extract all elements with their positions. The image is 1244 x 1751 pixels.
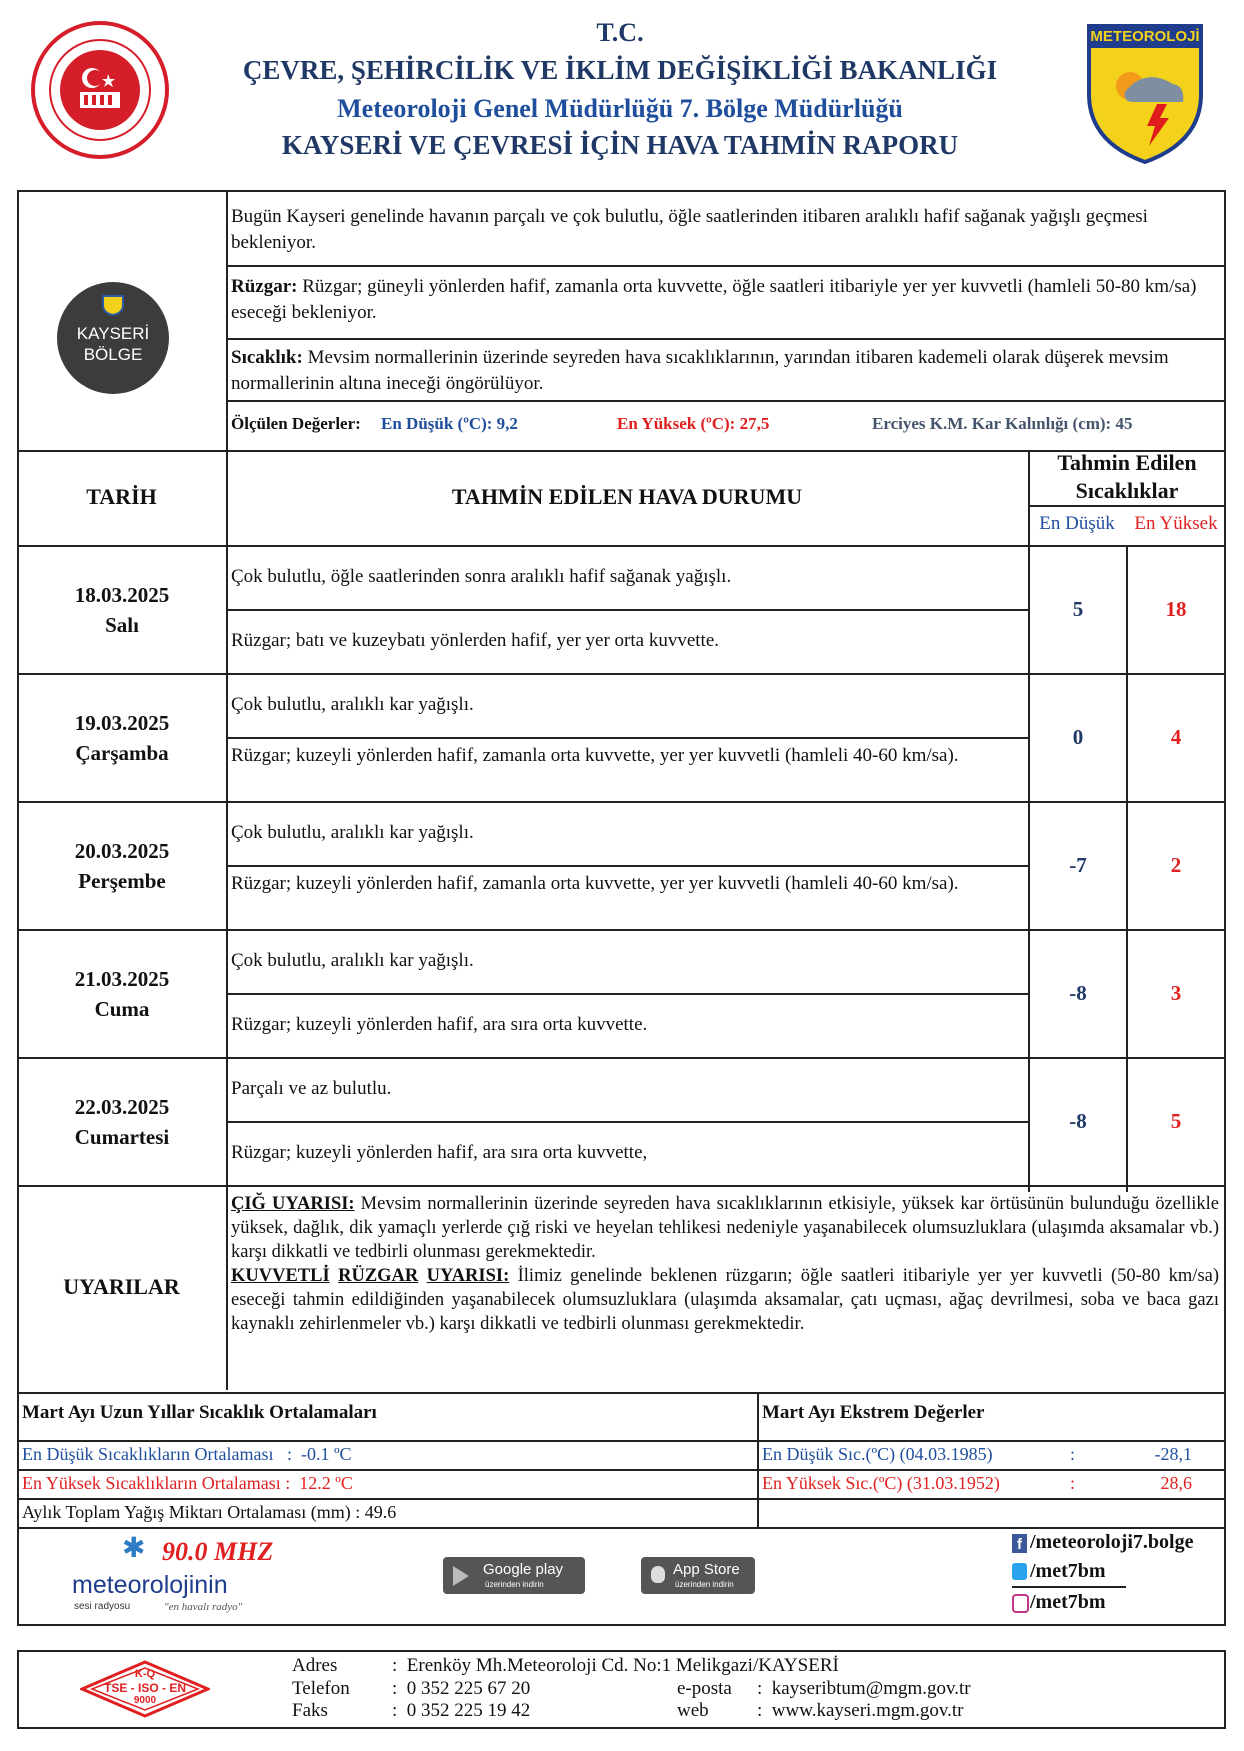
col-header-temps-2: Sıcaklıklar [1075, 478, 1179, 503]
region-badge-line1: KAYSERİ [76, 324, 150, 343]
facebook-icon: f [1012, 1534, 1027, 1553]
day-low-temp: -8 [1069, 981, 1087, 1005]
instagram-handle: /met7bm [1030, 1591, 1106, 1613]
web-value[interactable]: : www.kayseri.mgm.gov.tr [757, 1700, 964, 1721]
day-weather: Çok bulutlu, aralıklı kar yağışlı. [231, 950, 474, 971]
twitter-icon [1012, 1563, 1027, 1580]
instagram-icon [1012, 1594, 1029, 1613]
extreme-high-value: 28,6 [1160, 1473, 1192, 1493]
wind-warning-title-3: UYARISI: [426, 1266, 510, 1286]
measured-low: En Düşük (ºC): 9,2 [381, 414, 518, 433]
app-store-line1: App Store [673, 1561, 740, 1578]
header-directorate: Meteoroloji Genel Müdürlüğü 7. Bölge Müdürlüğü [337, 94, 903, 123]
ministry-seal [30, 20, 170, 160]
day-name: Cuma [94, 997, 150, 1021]
col-header-high: En Yüksek [1134, 513, 1218, 534]
warnings-text [231, 1192, 1219, 1336]
day-date: 21.03.2025 [74, 967, 170, 991]
day-low-temp: 5 [1072, 597, 1084, 621]
day-weather: Çok bulutlu, öğle saatlerinden sonra aralıklı hafif sağanak yağışlı. [231, 566, 732, 587]
day-name: Cumartesi [74, 1125, 170, 1149]
summary-general: Bugün Kayseri genelinde havanın parçalı ve çok bulutlu, öğle saatlerinden itibaren aralıklı hafif sağanak yağışlı geçmesi bekleniyor. [231, 206, 1148, 253]
col-header-low: En Düşük [1039, 513, 1115, 534]
google-play-line1: Google play [483, 1561, 564, 1578]
avg-precip: Aylık Toplam Yağış Miktarı Ortalaması (mm) : 49.6 [22, 1502, 397, 1522]
radio-logo [70, 1535, 290, 1617]
header-ministry: ÇEVRE, ŞEHİRCİLİK VE İKLİM DEĞİŞİKLİĞİ BAKANLIĞI [242, 55, 998, 85]
day-date: 20.03.2025 [74, 839, 170, 863]
avg-low: En Düşük Sıcaklıkların Ortalaması : -0.1 ºC [22, 1444, 352, 1464]
avalanche-warning-text: Mevsim normallerinin üzerinde seyreden hava sıcaklıklarının etkisiyle, yüksek kar örtüsünün bulunduğu özellikle yüksek, dağlık, dik yamaçlı yerlerde çığ riski ve heyelan tehlikesi nedeniyle yaşanabilecek olumsuzluklara (ulaşımda aksamalar vb.) karşı dikkatli ve tedbirli olunması gerekmektedir. [231, 1194, 1219, 1262]
extreme-low-colon: : [1070, 1444, 1076, 1464]
fax-label: Faks [292, 1700, 328, 1721]
day-name: Perşembe [78, 869, 166, 893]
measured-label: Ölçülen Değerler: [231, 414, 361, 433]
extreme-low-value: -28,1 [1154, 1444, 1192, 1464]
climate-right-title: Mart Ayı Ekstrem Değerler [762, 1402, 985, 1423]
wind-warning-title-2: RÜZGAR [338, 1266, 419, 1286]
cert-line3: 9000 [133, 1695, 157, 1706]
day-wind: Rüzgar; kuzeyli yönlerden hafif, ara sıra orta kuvvette, [231, 1142, 648, 1163]
extreme-high-label: En Yüksek Sıc.(ºC) (31.03.1952) [762, 1473, 1000, 1493]
day-wind: Rüzgar; batı ve kuzeybatı yönlerden hafif, yer yer orta kuvvette. [231, 630, 719, 651]
climate-left-title: Mart Ayı Uzun Yıllar Sıcaklık Ortalamaları [22, 1402, 377, 1423]
meteoroloji-logo [1085, 22, 1205, 164]
summary-temp-text: Mevsim normallerinin üzerinde seyreden hava sıcaklıklarının, yarından itibaren kademeli olarak düşerek mevsim normallerinin altına ineceği öngörülüyor. [231, 347, 1169, 394]
radio-sub: sesi radyosu [74, 1601, 131, 1612]
warnings-label: UYARILAR [63, 1274, 180, 1299]
summary-wind [231, 274, 1221, 326]
star-icon: ✱ [122, 1533, 146, 1564]
radio-name: meteorolojinin [72, 1571, 228, 1599]
day-high-temp: 2 [1170, 853, 1182, 877]
fax-value: : 0 352 225 19 42 [392, 1700, 531, 1721]
day-low-temp: 0 [1072, 725, 1084, 749]
day-date: 18.03.2025 [74, 583, 170, 607]
day-high-temp: 3 [1170, 981, 1182, 1005]
col-header-forecast: TAHMİN EDİLEN HAVA DURUMU [451, 484, 803, 509]
day-weather: Çok bulutlu, aralıklı kar yağışlı. [231, 822, 474, 843]
address-value: : Erenköy Mh.Meteoroloji Cd. No:1 Melikgazi/KAYSERİ [392, 1655, 839, 1676]
summary-wind-text: Rüzgar; güneyli yönlerden hafif, zamanla orta kuvvette, öğle saatleri itibariyle yer yer kuvvetli (hamleli 50-80 km/sa) eseceği bekleniyor. [231, 276, 1197, 323]
avg-high: En Yüksek Sıcaklıkların Ortalaması : 12.2 ºC [22, 1473, 353, 1493]
wind-warning-text: İlimiz genelinde beklenen rüzgarın; öğle saatleri itibariyle yer yer kuvvetli (50-80 km/sa) eseceği tahmin edildiğinden yaşanabilecek olumsuzluklara (ulaşımda aksamalar, çatı uçması, ağaç devrilmesi, soba ve baca gazı kaynaklı zehirlenmeler vb.) karşı dikkatli ve tedbirli olunması gerekmektedir. [231, 1266, 1220, 1334]
tse-cert-logo [80, 1660, 210, 1718]
summary-wind-label: Rüzgar: [231, 276, 298, 297]
apple-icon [651, 1566, 665, 1583]
twitter-link[interactable] [1012, 1560, 1126, 1588]
cert-line2: TSE - ISO - EN [103, 1681, 186, 1695]
facebook-handle: /meteoroloji7.bolge [1030, 1531, 1194, 1553]
email-value[interactable]: : kayseribtum@mgm.gov.tr [757, 1678, 971, 1699]
email-label: e-posta [677, 1678, 732, 1699]
twitter-handle: /met7bm [1030, 1560, 1106, 1582]
day-weather: Parçalı ve az bulutlu. [231, 1078, 392, 1099]
day-wind: Rüzgar; kuzeyli yönlerden hafif, zamanla orta kuvvette, yer yer kuvvetli (hamleli 40-60 km/sa). [231, 873, 959, 894]
summary-temp-label: Sıcaklık: [231, 347, 303, 368]
app-store-line2: üzerinden indirin [675, 1580, 734, 1589]
google-play-line2: üzerinden indirin [485, 1580, 544, 1589]
summary-temp [231, 345, 1221, 397]
day-wind: Rüzgar; kuzeyli yönlerden hafif, zamanla orta kuvvette, yer yer kuvvetli (hamleli 40-60 km/sa). [231, 745, 959, 766]
col-header-date: TARİH [86, 484, 157, 509]
header-line-tc: T.C. [596, 18, 644, 47]
day-date: 22.03.2025 [74, 1095, 170, 1119]
col-header-temps-1: Tahmin Edilen [1057, 450, 1197, 475]
cert-line1: K-Q [134, 1668, 156, 1680]
snow-depth: Erciyes K.M. Kar Kalınlığı (cm): 45 [872, 414, 1133, 433]
avalanche-warning-title: ÇIĞ UYARISI: [231, 1194, 355, 1214]
extreme-low-label: En Düşük Sıc.(ºC) (04.03.1985) [762, 1444, 993, 1464]
day-low-temp: -8 [1069, 1109, 1087, 1133]
extreme-high-colon: : [1070, 1473, 1076, 1493]
phone-value: : 0 352 225 67 20 [392, 1678, 531, 1699]
meteoroloji-logo-text: METEOROLOJİ [1090, 28, 1200, 45]
web-label: web [677, 1700, 709, 1721]
day-name: Çarşamba [75, 741, 169, 765]
address-label: Adres [292, 1655, 338, 1676]
region-badge-line2: BÖLGE [83, 345, 143, 364]
day-name: Salı [105, 613, 139, 637]
google-play-button[interactable] [443, 1557, 585, 1594]
day-high-temp: 5 [1170, 1109, 1182, 1133]
day-weather: Çok bulutlu, aralıklı kar yağışlı. [231, 694, 474, 715]
page-title: KAYSERİ VE ÇEVRESİ İÇİN HAVA TAHMİN RAPORU [281, 130, 959, 160]
phone-label: Telefon [292, 1678, 350, 1699]
measured-high: En Yüksek (ºC): 27,5 [617, 414, 770, 433]
day-date: 19.03.2025 [74, 711, 170, 735]
region-badge [57, 282, 169, 394]
day-wind: Rüzgar; kuzeyli yönlerden hafif, ara sıra orta kuvvette. [231, 1014, 648, 1035]
wind-warning-title-1: KUVVETLİ [231, 1266, 330, 1286]
radio-slogan: "en havalı radyo" [164, 1601, 243, 1613]
day-high-temp: 4 [1170, 725, 1182, 749]
app-store-button[interactable] [641, 1557, 755, 1594]
play-icon [453, 1566, 469, 1586]
radio-frequency: 90.0 MHZ [162, 1537, 274, 1566]
day-low-temp: -7 [1069, 853, 1087, 877]
day-high-temp: 18 [1165, 597, 1187, 621]
